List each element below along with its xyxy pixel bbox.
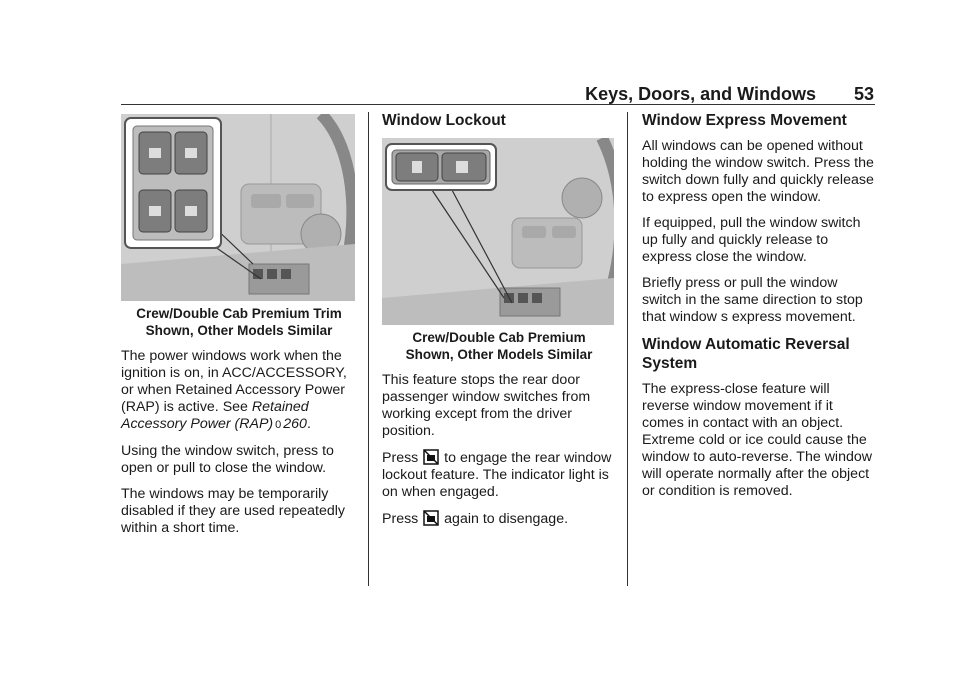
section-title: Keys, Doors, and Windows (585, 84, 816, 104)
section-heading: Window Express Movement (642, 112, 847, 129)
cross-reference-link[interactable]: Retained Accessory Power (RAP) (121, 399, 309, 432)
page-header (560, 84, 874, 106)
paragraph: All windows can be opened without holding the window switch. Press the switch down fully and quickly release to express open the window. (642, 138, 874, 205)
figure-caption: Crew/Double Cab Premium Trim Shown, Other Models Similar (136, 306, 342, 338)
column-divider-right (627, 112, 628, 586)
paragraph: If equipped, pull the window switch up fully and quickly release to express close the window. (642, 215, 861, 265)
paragraph: The windows may be temporarily disabled if they are used repeatedly within a short time. (121, 486, 345, 536)
column-divider-left (368, 112, 369, 586)
paragraph: The power windows work when the ignition is on, in ACC/ACCESSORY, or when Retained Accessory Power (RAP) is active. See Retained Accessory Power (RAP) 0 260. (121, 348, 347, 432)
section-heading: Window Lockout (382, 112, 506, 129)
lockout-door-illustration (382, 138, 614, 325)
window-lockout-figure (382, 138, 614, 325)
page-reference[interactable]: 260 (283, 416, 307, 432)
right-column (642, 111, 874, 509)
window-lockout-icon (423, 449, 439, 465)
page-number: 53 (853, 84, 874, 104)
window-lockout-icon (423, 510, 439, 526)
paragraph: Press again to disengage. (382, 511, 569, 527)
paragraph: The express-close feature will reverse window movement if it comes in contact with an object. Extreme cold or ice could cause the window to auto-reverse. The window will operate normally after the object or condition is removed. (642, 381, 873, 499)
section-heading: Window Automatic Reversal System (642, 336, 850, 372)
figure-caption: Crew/Double Cab Premium Shown, Other Models Similar (405, 330, 593, 362)
paragraph: This feature stops the rear door passenger window switches from working except from the driver position. (382, 372, 591, 439)
left-column (121, 114, 357, 546)
middle-column (382, 111, 616, 537)
header-rule (121, 104, 875, 105)
page-ref-symbol: 0 (275, 419, 282, 431)
door-panel-illustration (121, 114, 355, 301)
paragraph: Using the window switch, press to open or pull to close the window. (121, 443, 334, 476)
window-switch-figure (121, 114, 355, 301)
paragraph: Press to engage the rear window lockout feature. The indicator light is on when engaged. (382, 450, 612, 500)
paragraph: Briefly press or pull the window switch in the same direction to stop that window s express movement. (642, 275, 863, 325)
